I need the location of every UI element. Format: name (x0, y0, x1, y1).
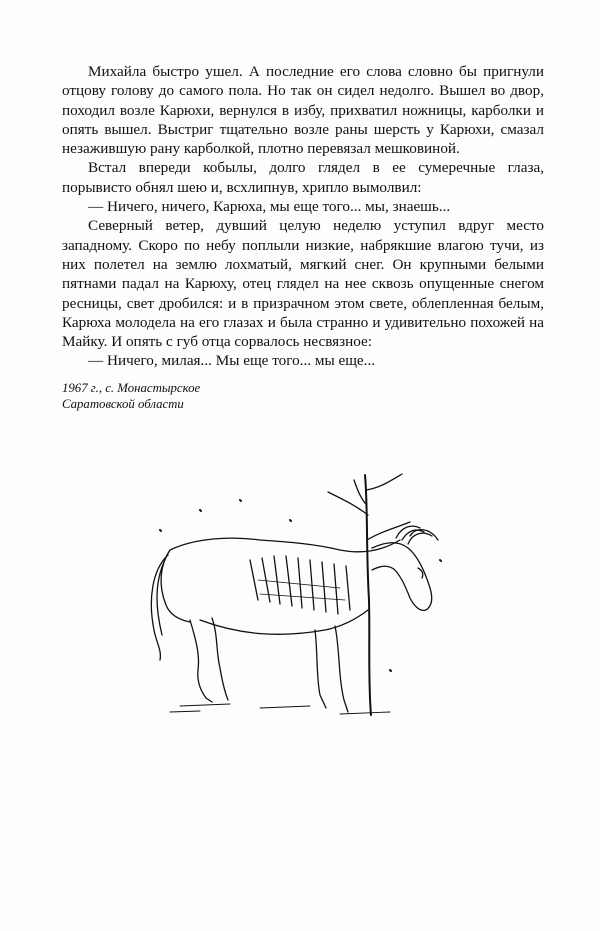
paragraph-2: Встал впереди кобылы, долго глядел в ее сумеречные глаза, порывисто обнял шею и, всхлипнув, хрипло вымолвил: (62, 159, 544, 196)
paragraph-5: — Ничего, милая... Мы еще того... мы еще... (88, 352, 376, 370)
note-line-2: Саратовской области (62, 397, 184, 411)
date-place-note (62, 380, 362, 412)
paragraph-3: — Ничего, ничего, Карюха, мы еще того... мы, знаешь... (88, 198, 451, 216)
horse-illustration-icon (140, 470, 460, 720)
paragraph-4: Северный ветер, дувший целую неделю уступил вдруг место западному. Скоро по небу поплыли низкие, набрякшие влагою тучи, из них полетел на землю лохматый, мягкий снег. Он крупными белыми пятнами падал на Карюху, отец глядел на нее сквозь опущенные снегом ресницы, свет дробился: и в призрачном этом свете, облепленная белым, Карюха молодела на его глазах и была странно и удивительно похожей на Майку. И опять с губ отца сорвалось несвязное: (62, 217, 544, 351)
story-text (62, 62, 544, 371)
note-line-1: 1967 г., с. Монастырское (62, 381, 201, 395)
horse-drawing (140, 470, 460, 720)
paragraph-1: Михайла быстро ушел. А последние его слова словно бы пригнули отцову голову до самого пола. Но так он сидел недолго. Вышел во двор, походил возле Карюхи, вернулся в избу, прихватил ножницы, карболки и опять вышел. Выстриг тщательно возле раны шерсть у Карюхи, смазал незажившую рану карболкой, плотно перевязал мешковиной. (62, 63, 544, 158)
